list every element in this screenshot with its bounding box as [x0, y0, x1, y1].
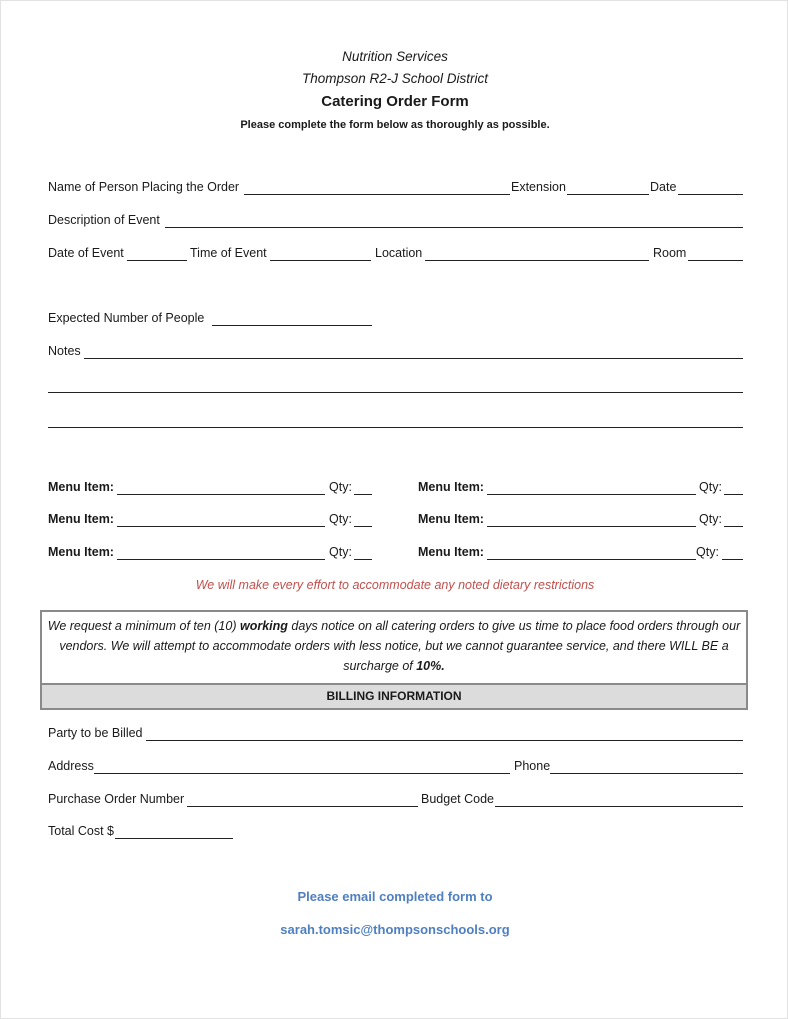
notes-field[interactable] [84, 358, 743, 359]
party-field[interactable] [146, 740, 743, 741]
qty-field[interactable] [354, 526, 372, 527]
room-label: Room [653, 246, 687, 260]
notice-bold-working: working [239, 619, 288, 633]
notice-text-part2: days notice on all catering orders to give us time to place food orders through our vendors. We will attempt to accommodate orders with less notice, but we cannot guarantee service, and there WILL BE a surcharge of [59, 619, 741, 673]
qty-label: Qty: [696, 545, 719, 559]
address-label: Address [48, 759, 94, 773]
notes-row [48, 344, 743, 362]
menu-item-field[interactable] [117, 559, 325, 560]
people-row [48, 311, 743, 329]
address-row [48, 759, 743, 777]
description-row [48, 213, 743, 231]
menu-item-label: Menu Item: [48, 545, 114, 559]
qty-field[interactable] [354, 559, 372, 560]
location-label: Location [375, 246, 423, 260]
notice-text-part1: We request a minimum of ten (10) [47, 619, 240, 633]
notice-text [42, 616, 746, 676]
notes-line-2[interactable] [48, 392, 743, 393]
party-row [48, 726, 743, 744]
menu-item-label: Menu Item: [418, 480, 484, 494]
menu-item-label: Menu Item: [418, 545, 484, 559]
room-field[interactable] [688, 260, 743, 261]
qty-field[interactable] [722, 559, 743, 560]
email-link[interactable]: sarah.tomsic@thompsonschools.org [280, 922, 510, 937]
form-subtitle: Please complete the form below as thoroughly as possible. [240, 119, 550, 131]
address-field[interactable] [94, 773, 510, 774]
location-field[interactable] [425, 260, 649, 261]
qty-field[interactable] [724, 494, 743, 495]
name-label: Name of Person Placing the Order [48, 180, 240, 194]
time-of-event-label: Time of Event [190, 246, 267, 260]
po-label: Purchase Order Number [48, 792, 185, 806]
expected-people-label: Expected Number of People [48, 311, 205, 325]
email-prompt: Please email completed form to [297, 889, 493, 904]
notes-line-3[interactable] [48, 427, 743, 428]
description-label: Description of Event [48, 213, 160, 227]
menu-item-field[interactable] [117, 494, 325, 495]
qty-label: Qty: [329, 512, 352, 526]
menu-item-label: Menu Item: [48, 480, 114, 494]
qty-label: Qty: [329, 545, 352, 559]
extension-label: Extension [511, 180, 566, 194]
qty-field[interactable] [724, 526, 743, 527]
date-field[interactable] [678, 194, 743, 195]
dietary-note: We will make every effort to accommodate any noted dietary restrictions [195, 578, 595, 592]
budget-code-label: Budget Code [421, 792, 494, 806]
description-field[interactable] [165, 227, 743, 228]
form-title: Catering Order Form [321, 93, 469, 110]
phone-label: Phone [514, 759, 551, 773]
po-field[interactable] [187, 806, 418, 807]
qty-field[interactable] [354, 494, 372, 495]
menu-item-field[interactable] [487, 559, 696, 560]
qty-label: Qty: [699, 480, 722, 494]
date-of-event-label: Date of Event [48, 246, 124, 260]
order-info-row [48, 180, 743, 198]
notice-box [40, 610, 748, 710]
total-cost-field[interactable] [115, 838, 233, 839]
billing-heading: BILLING INFORMATION [42, 683, 746, 708]
name-field[interactable] [244, 194, 510, 195]
qty-label: Qty: [329, 480, 352, 494]
phone-field[interactable] [550, 773, 743, 774]
menu-row [48, 512, 743, 530]
po-row [48, 792, 743, 810]
extension-field[interactable] [567, 194, 649, 195]
date-label: Date [650, 180, 677, 194]
expected-people-field[interactable] [212, 325, 372, 326]
menu-item-field[interactable] [117, 526, 325, 527]
event-details-row [48, 246, 743, 264]
menu-item-field[interactable] [487, 526, 696, 527]
menu-row [48, 480, 743, 498]
qty-label: Qty: [699, 512, 722, 526]
menu-item-label: Menu Item: [418, 512, 484, 526]
district-name: Thompson R2-J School District [301, 71, 489, 86]
party-label: Party to be Billed [48, 726, 143, 740]
notice-surcharge-percent: 10%. [416, 659, 445, 673]
total-cost-row [48, 824, 743, 842]
menu-item-field[interactable] [487, 494, 696, 495]
time-of-event-field[interactable] [270, 260, 371, 261]
total-cost-label: Total Cost $ [48, 824, 115, 838]
menu-row [48, 545, 743, 563]
menu-item-label: Menu Item: [48, 512, 114, 526]
budget-code-field[interactable] [495, 806, 743, 807]
org-name: Nutrition Services [342, 49, 448, 64]
date-of-event-field[interactable] [127, 260, 187, 261]
notes-label: Notes [48, 344, 81, 358]
